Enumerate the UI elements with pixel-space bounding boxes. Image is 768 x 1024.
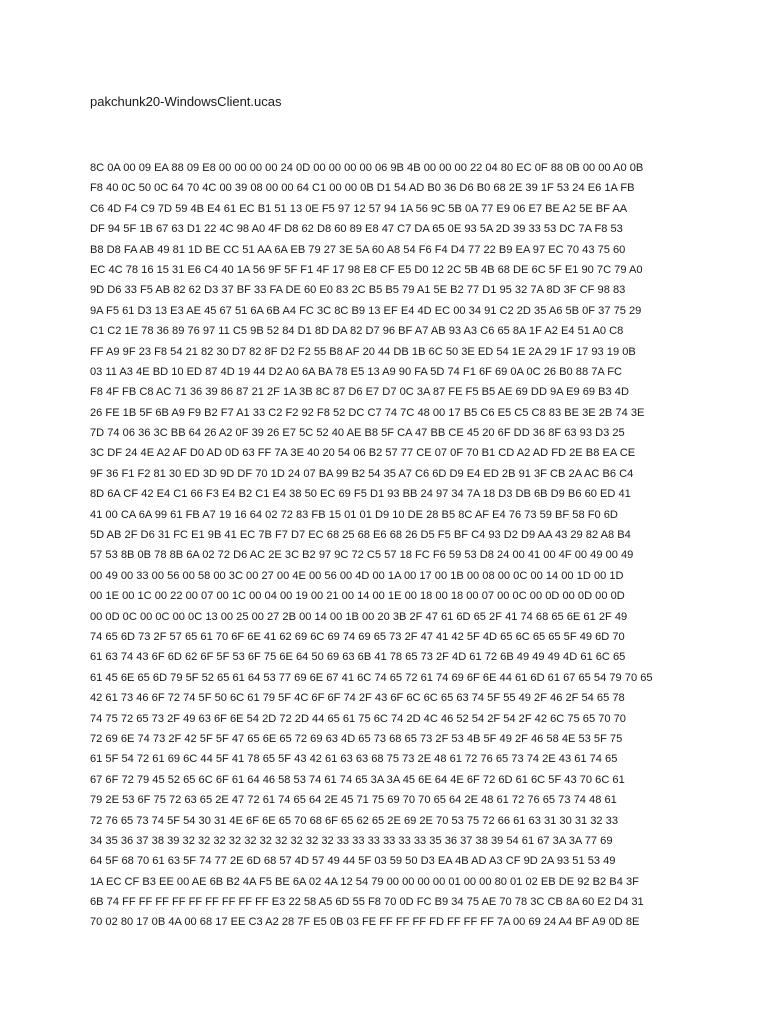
hex-line-15: 3C DF 24 4E A2 AF D0 AD 0D 63 FF 7A 3E 40 20 54 06 B2 57 77 CE 07 0F 70 B1 CD A2 AD FD 2E B8 EA CE [90, 447, 636, 460]
hex-line-03: C6 4D F4 C9 7D 59 4B E4 61 EC B1 51 13 0E F5 97 12 57 94 1A 56 9C 5B 0A 77 E9 06 E7 BE A2 5E BF AA [90, 202, 628, 215]
hex-line-12: F8 4F FB C8 AC 71 36 39 86 87 21 2F 1A 3B 8C 87 D6 E7 D7 0C 3A 87 FE F5 B5 AE 69 DD 9A E9 69 B3 4D [90, 386, 629, 399]
hex-dump-body [90, 158, 690, 933]
hex-line-08: 9A F5 61 D3 13 E3 AE 45 67 51 6A 6B A4 FC 3C 8C B9 13 EF E4 4D EC 00 34 91 C2 2D 35 A6 5B 0F 37 75 29 [90, 304, 642, 317]
document-title: pakchunk20-WindowsClient.ucas [90, 94, 282, 109]
hex-line-11: 03 11 A3 4E BD 10 ED 87 4D 19 44 D2 A0 6A BA 78 E5 13 A9 90 FA 5D 74 F1 6F 69 0A 0C 26 B0 88 7A FC [90, 365, 623, 378]
hex-line-37: 6B 74 FF FF FF FF FF FF FF FF FF E3 22 58 A5 6D 55 F8 70 0D FC B9 34 75 AE 70 78 3C CB 8A 60 E2 D4 31 [90, 896, 644, 909]
hex-line-26: 61 45 6E 65 6D 79 5F 52 65 61 64 53 77 69 6E 67 41 6C 74 65 72 61 74 69 6F 6E 44 61 6D 61 67 65 54 79 70 65 [90, 671, 653, 684]
hex-line-34: 34 35 36 37 38 39 32 32 32 32 32 32 32 32 32 32 33 33 33 33 33 33 35 36 37 38 39 54 61 67 3A 3A 77 69 [90, 834, 613, 847]
hex-line-01: 8C 0A 00 09 EA 88 09 E8 00 00 00 00 24 0D 00 00 00 00 06 9B 4B 00 00 00 22 04 80 EC 0F 88 0B 00 00 A0 0B [90, 162, 644, 174]
hex-line-18: 41 00 CA 6A 99 61 FB A7 19 16 64 02 72 83 FB 15 01 01 D9 10 DE 28 B5 8C AF E4 76 73 59 BF 58 F0 6D [90, 508, 618, 521]
hex-line-38: 70 02 80 17 0B 4A 00 68 17 EE C3 A2 28 7F E5 0B 03 FE FF FF FF FD FF FF FF 7A 00 69 24 A4 BF A9 0D 8E [90, 916, 640, 929]
hex-line-05: B8 D8 FA AB 49 81 1D BE CC 51 AA 6A EB 79 27 3E 5A 60 A8 54 F6 F4 D4 77 22 B9 EA 97 EC 70 43 75 60 [90, 243, 626, 256]
hex-line-21: 00 49 00 33 00 56 00 58 00 3C 00 27 00 4E 00 56 00 4D 00 1A 00 17 00 1B 00 08 00 0C 00 14 00 1D 00 1D [90, 569, 624, 582]
hex-line-02: F8 40 0C 50 0C 64 70 4C 00 39 08 00 00 64 C1 00 00 0B D1 54 AD B0 36 D6 B0 68 2E 39 1F 53 24 E6 1A FB [90, 182, 635, 195]
hex-line-20: 57 53 8B 0B 78 8B 6A 02 72 D6 AC 2E 3C B2 97 9C 72 C5 57 18 FC F6 59 53 D8 24 00 41 00 4F 00 49 00 49 [90, 549, 634, 562]
hex-line-24: 74 65 6D 73 2F 57 65 61 70 6F 6E 41 62 69 6C 69 74 69 65 73 2F 47 41 42 5F 4D 65 6C 65 65 5F 49 6D 70 [90, 630, 625, 643]
hex-line-25: 61 63 74 43 6F 6D 62 6F 5F 53 6F 75 6E 64 50 69 63 6B 41 78 65 73 2F 4D 61 72 6B 49 49 49 4D 61 6C 65 [90, 651, 626, 664]
hex-line-14: 7D 74 06 36 3C BB 64 26 A2 0F 39 26 E7 5C 52 40 AE B8 5F CA 47 BB CE 45 20 6F DD 36 8F 63 93 D3 25 [90, 427, 625, 440]
hex-line-32: 79 2E 53 6F 75 72 63 65 2E 47 72 61 74 65 64 2E 45 71 75 69 70 70 65 64 2E 48 61 72 76 65 73 74 48 61 [90, 794, 617, 807]
hex-line-23: 00 0D 0C 00 0C 00 0C 13 00 25 00 27 2B 00 14 00 1B 00 20 3B 2F 47 61 6D 65 2F 41 74 68 65 6E 61 2F 49 [90, 610, 628, 623]
hex-line-16: 9F 36 F1 F2 81 30 ED 3D 9D DF 70 1D 24 07 BA 99 B2 54 35 A7 C6 6D D9 E4 ED 2B 91 3F CB 2A AC B6 C4 [90, 467, 634, 480]
hex-line-13: 26 FE 1B 5F 6B A9 F9 B2 F7 A1 33 C2 F2 92 F8 52 DC C7 74 7C 48 00 17 B5 C6 E5 C5 C8 83 BE 3E 2B 74 3E [90, 406, 645, 419]
hex-line-06: EC 4C 78 16 15 31 E6 C4 40 1A 56 9F 5F F1 4F 17 98 E8 CF E5 D0 12 2C 5B 4B 68 DE 6C 5F E1 90 7C 79 A0 [90, 263, 643, 276]
hex-line-19: 5D AB 2F D6 31 FC E1 9B 41 EC 7B F7 D7 EC 68 25 68 E6 68 26 D5 F5 BF C4 93 D2 D9 AA 43 29 82 A8 B4 [90, 529, 631, 542]
hex-line-27: 42 61 73 46 6F 72 74 5F 50 6C 61 79 5F 4C 6F 6F 74 2F 43 6F 6C 6C 65 63 74 5F 55 49 2F 46 2F 54 65 78 [90, 692, 625, 705]
hex-line-09: C1 C2 1E 78 36 89 76 97 11 C5 9B 52 84 D1 8D DA 82 D7 96 BF A7 AB 93 A3 C6 65 8A 1F A2 E4 51 A0 C8 [90, 325, 624, 338]
hex-line-29: 72 69 6E 74 73 2F 42 5F 5F 47 65 6E 65 72 69 63 4D 65 73 68 65 73 2F 53 4B 5F 49 2F 46 58 4E 53 5F 75 [90, 732, 623, 745]
hex-line-17: 8D 6A CF 42 E4 C1 66 F3 E4 B2 C1 E4 38 50 EC 69 F5 D1 93 BB 24 97 34 7A 18 D3 DB 6B D9 B6 60 ED 41 [90, 488, 631, 501]
hex-line-04: DF 94 5F 1B 67 63 D1 22 4C 98 A0 4F D8 62 D8 60 89 E8 47 C7 DA 65 0E 93 5A 2D 39 33 53 DC 7A F8 53 [90, 223, 623, 236]
hex-line-33: 72 76 65 73 74 5F 54 30 31 4E 6F 6E 65 70 68 6F 65 62 65 2E 69 2E 70 53 75 72 66 61 63 31 30 31 32 33 [90, 814, 618, 827]
hex-line-35: 64 5F 68 70 61 63 5F 74 77 2E 6D 68 57 4D 57 49 44 5F 03 59 50 D3 EA 4B AD A3 CF 9D 2A 93 51 53 49 [90, 855, 616, 868]
hex-line-07: 9D D6 33 F5 AB 82 62 D3 37 BF 33 FA DE 60 E0 83 2C B5 B5 79 A1 5E B2 77 D1 95 32 7A 8D 3F CF 98 83 [90, 284, 626, 297]
hex-line-10: FF A9 9F 23 F8 54 21 82 30 D7 82 8F D2 F2 55 B8 AF 20 44 DB 1B 6C 50 3E ED 54 1E 2A 29 1F 17 93 19 0B [90, 345, 636, 358]
hex-line-28: 74 75 72 65 73 2F 49 63 6F 6E 54 2D 72 2D 44 65 61 75 6C 74 2D 4C 46 52 54 2F 54 2F 42 6C 75 65 70 70 [90, 712, 626, 725]
hex-line-30: 61 5F 54 72 61 69 6C 44 5F 41 78 65 5F 43 42 61 63 63 68 75 73 2E 48 61 72 76 65 73 74 2E 43 61 74 65 [90, 753, 618, 766]
hex-line-31: 67 6F 72 79 45 52 65 6C 6F 61 64 46 58 53 74 61 74 65 3A 3A 45 6E 64 4E 6F 72 6D 61 6C 5F 43 70 6C 61 [90, 773, 625, 786]
hex-line-36: 1A EC CF B3 EE 00 AE 6B B2 4A F5 BE 6A 02 4A 12 54 79 00 00 00 00 01 00 00 80 01 02 EB DE 92 B2 B4 3F [90, 875, 639, 888]
hex-line-22: 00 1E 00 1C 00 22 00 07 00 1C 00 04 00 19 00 21 00 14 00 1E 00 18 00 18 00 07 00 0C 00 0D 00 0D 00 0D [90, 590, 625, 603]
